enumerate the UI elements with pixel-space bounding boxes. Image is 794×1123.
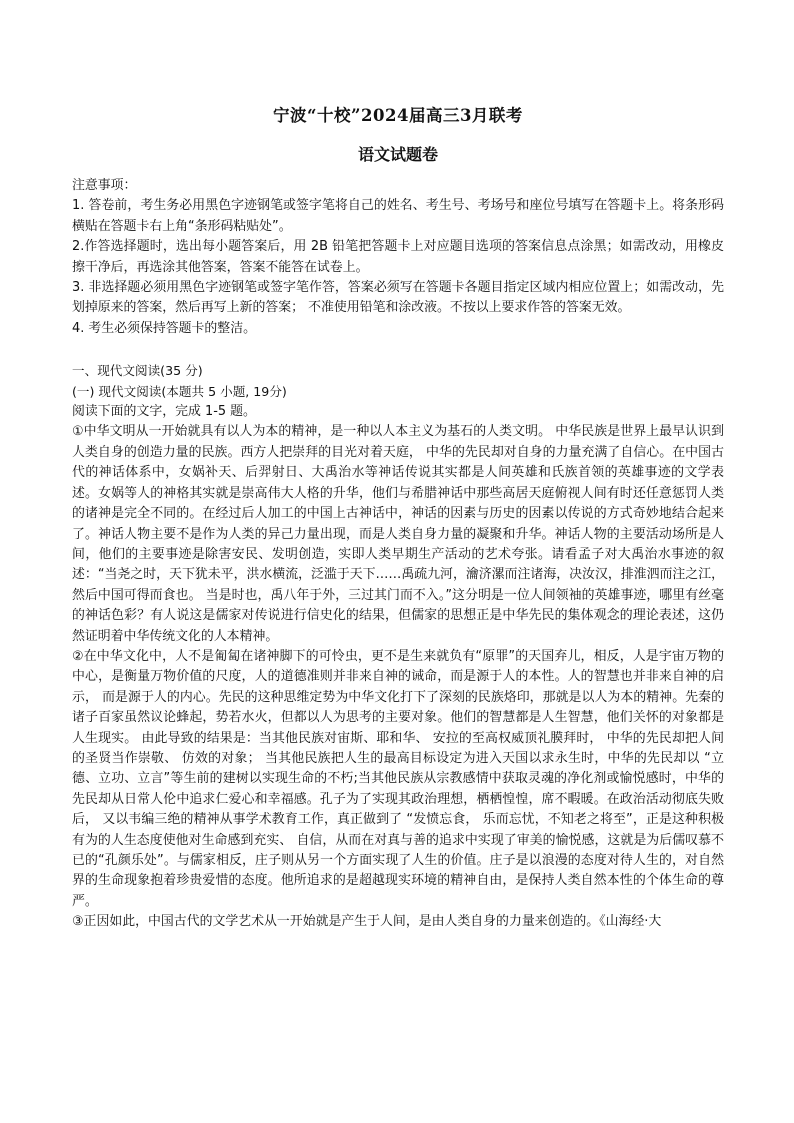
section-gap <box>72 339 724 361</box>
notice-item-4: 4. 考生必须保持答题卡的整洁。 <box>72 320 256 336</box>
exam-title: 宁波“十校”2024届高三3月联考 <box>273 106 523 125</box>
section-heading: 一、现代文阅读(35 分) <box>72 363 203 379</box>
passage-paragraph-2: ②在中华文化中，人不是匍匐在诸神脚下的可怜虫，更不是生来就负有“原罪”的天国弃儿，相反，人是宇宙万物的中心，是衡量万物价值的尺度，人的道德准则并非来自神的诫命，而是源于人的本性。人的智慧也并非来自神的启示， 而是源于人的内心。先民的这种思维定势为中华文化打下了深刻的民族烙印，那就是以人为本的精神。先秦的诸子百家虽然议论蜂起，势若水火，但都以人为思考的主要对象。他们的智慧都是人生智慧，他们关怀的对象都是人生现实。 由此导致的结果是：当其他民族对宙斯、耶和华、 安拉的至高权威顶礼膜拜时， 中华的先民却把人间的圣贤当作崇敬、 仿效的对象； 当其他民族把人生的最高目标设定为进入天国以求永生时，中华的先民却以 “立德、立功、立言”等生前的建树以实现生命的不朽;当其他民族从宗教感情中获取灵魂的净化剂或愉悦感时，中华的先民却从日常人伦中追求仁爱心和幸福感。孔子为了实现其政治理想，栖栖惶惶，席不暇暖。在政治活动彻底失败后， 又以韦编三绝的精神从事学术教育工作，真正做到了 “发愤忘食， 乐而忘忧，不知老之将至”，正是这种积极有为的人生态度使他对生命感到充实、 自信，从而在对真与善的追求中实现了审美的愉悦感，这就是为后儒叹慕不已的“孔颜乐处”。与儒家相反，庄子则从另一个方面实现了人生的价值。庄子是以浪漫的态度对待人生的，对自然界的生命现象抱着珍贵爱惜的态度。他所追求的是超越现实环境的精神自由，是保持人类自然本性的个体生命的尊严。 <box>72 648 724 909</box>
exam-subtitle: 语文试题卷 <box>357 145 438 164</box>
notice-item-1: 1. 答卷前，考生务必用黑色字迹钢笔或签字笔将自己的姓名、考生号、考场号和座位号填写在答题卡上。将条形码横贴在答题卡右上角“条形码粘贴处”。 <box>72 198 724 234</box>
notice-heading: 注意事项： <box>72 178 137 193</box>
exam-page <box>72 96 724 933</box>
section-subheading: (一) 现代文阅读(本题共 5 小题, 19分) <box>72 383 287 399</box>
reading-instruction: 阅读下面的文字，完成 1-5 题。 <box>72 404 256 420</box>
passage-paragraph-1: ①中华文明从一开始就具有以人为本的精神，是一种以人本主义为基石的人类文明。 中华民族是世界上最早认识到人类自身的创造力量的民族。西方人把崇拜的目光对着天庭， 中华的先民却对自身的力量充满了自信心。在中国古代的神话体系中，女娲补天、后羿射日、大禹治水等神话传说其实都是人间英雄和氏族首领的英雄事迹的文学表述。女娲等人的神格其实就是崇高伟大人格的升华，他们与希腊神话中那些高居天庭俯视人间有时还任意惩罚人类的诸神是完全不同的。在经过后人加工的中国上古神话中，神话的因素与历史的因素以传说的方式奇妙地结合起来了。神话人物主要不是作为人类的异己力量出现，而是人类自身力量的凝聚和升华。神话人物的主要活动场所是人间，他们的主要事迹是除害安民、发明创造，实即人类早期生产活动的艺术夸张。请看孟子对大禹治水事迹的叙述：“当尧之时，天下犹未平，洪水横流，泛滥于天下……禹疏九河，瀹济漯而注诸海，决汝汉，排淮泗而注之江，然后中国可得而食也。 当是时也，禹八年于外，三过其门而不入。”这分明是一位人间领袖的英雄事迹，哪里有丝毫的神话色彩？有人说这是儒家对传说进行信史化的结果，但儒家的思想正是中华先民的集体观念的理论表述，这仍然证明着中华传统文化的人本精神。 <box>72 424 724 644</box>
notice-item-3: 3. 非选择题必须用黑色字迹钢笔或签字笔作答，答案必须写在答题卡各题目指定区域内相应位置上；如需改动，先划掉原来的答案，然后再写上新的答案； 不准使用铅笔和涂改液。不按以上要求作答的答案无效。 <box>72 280 724 316</box>
passage-paragraph-3: ③正因如此，中国古代的文学艺术从一开始就是产生于人间，是由人类自身的力量来创造的。《山海经·大 <box>72 914 662 930</box>
notice-item-2: 2.作答选择题时，选出每小题答案后，用 2B 铅笔把答题卡上对应题目选项的答案信息点涂黑；如需改动，用橡皮擦干净后，再选涂其他答案，答案不能答在试卷上。 <box>72 239 724 275</box>
